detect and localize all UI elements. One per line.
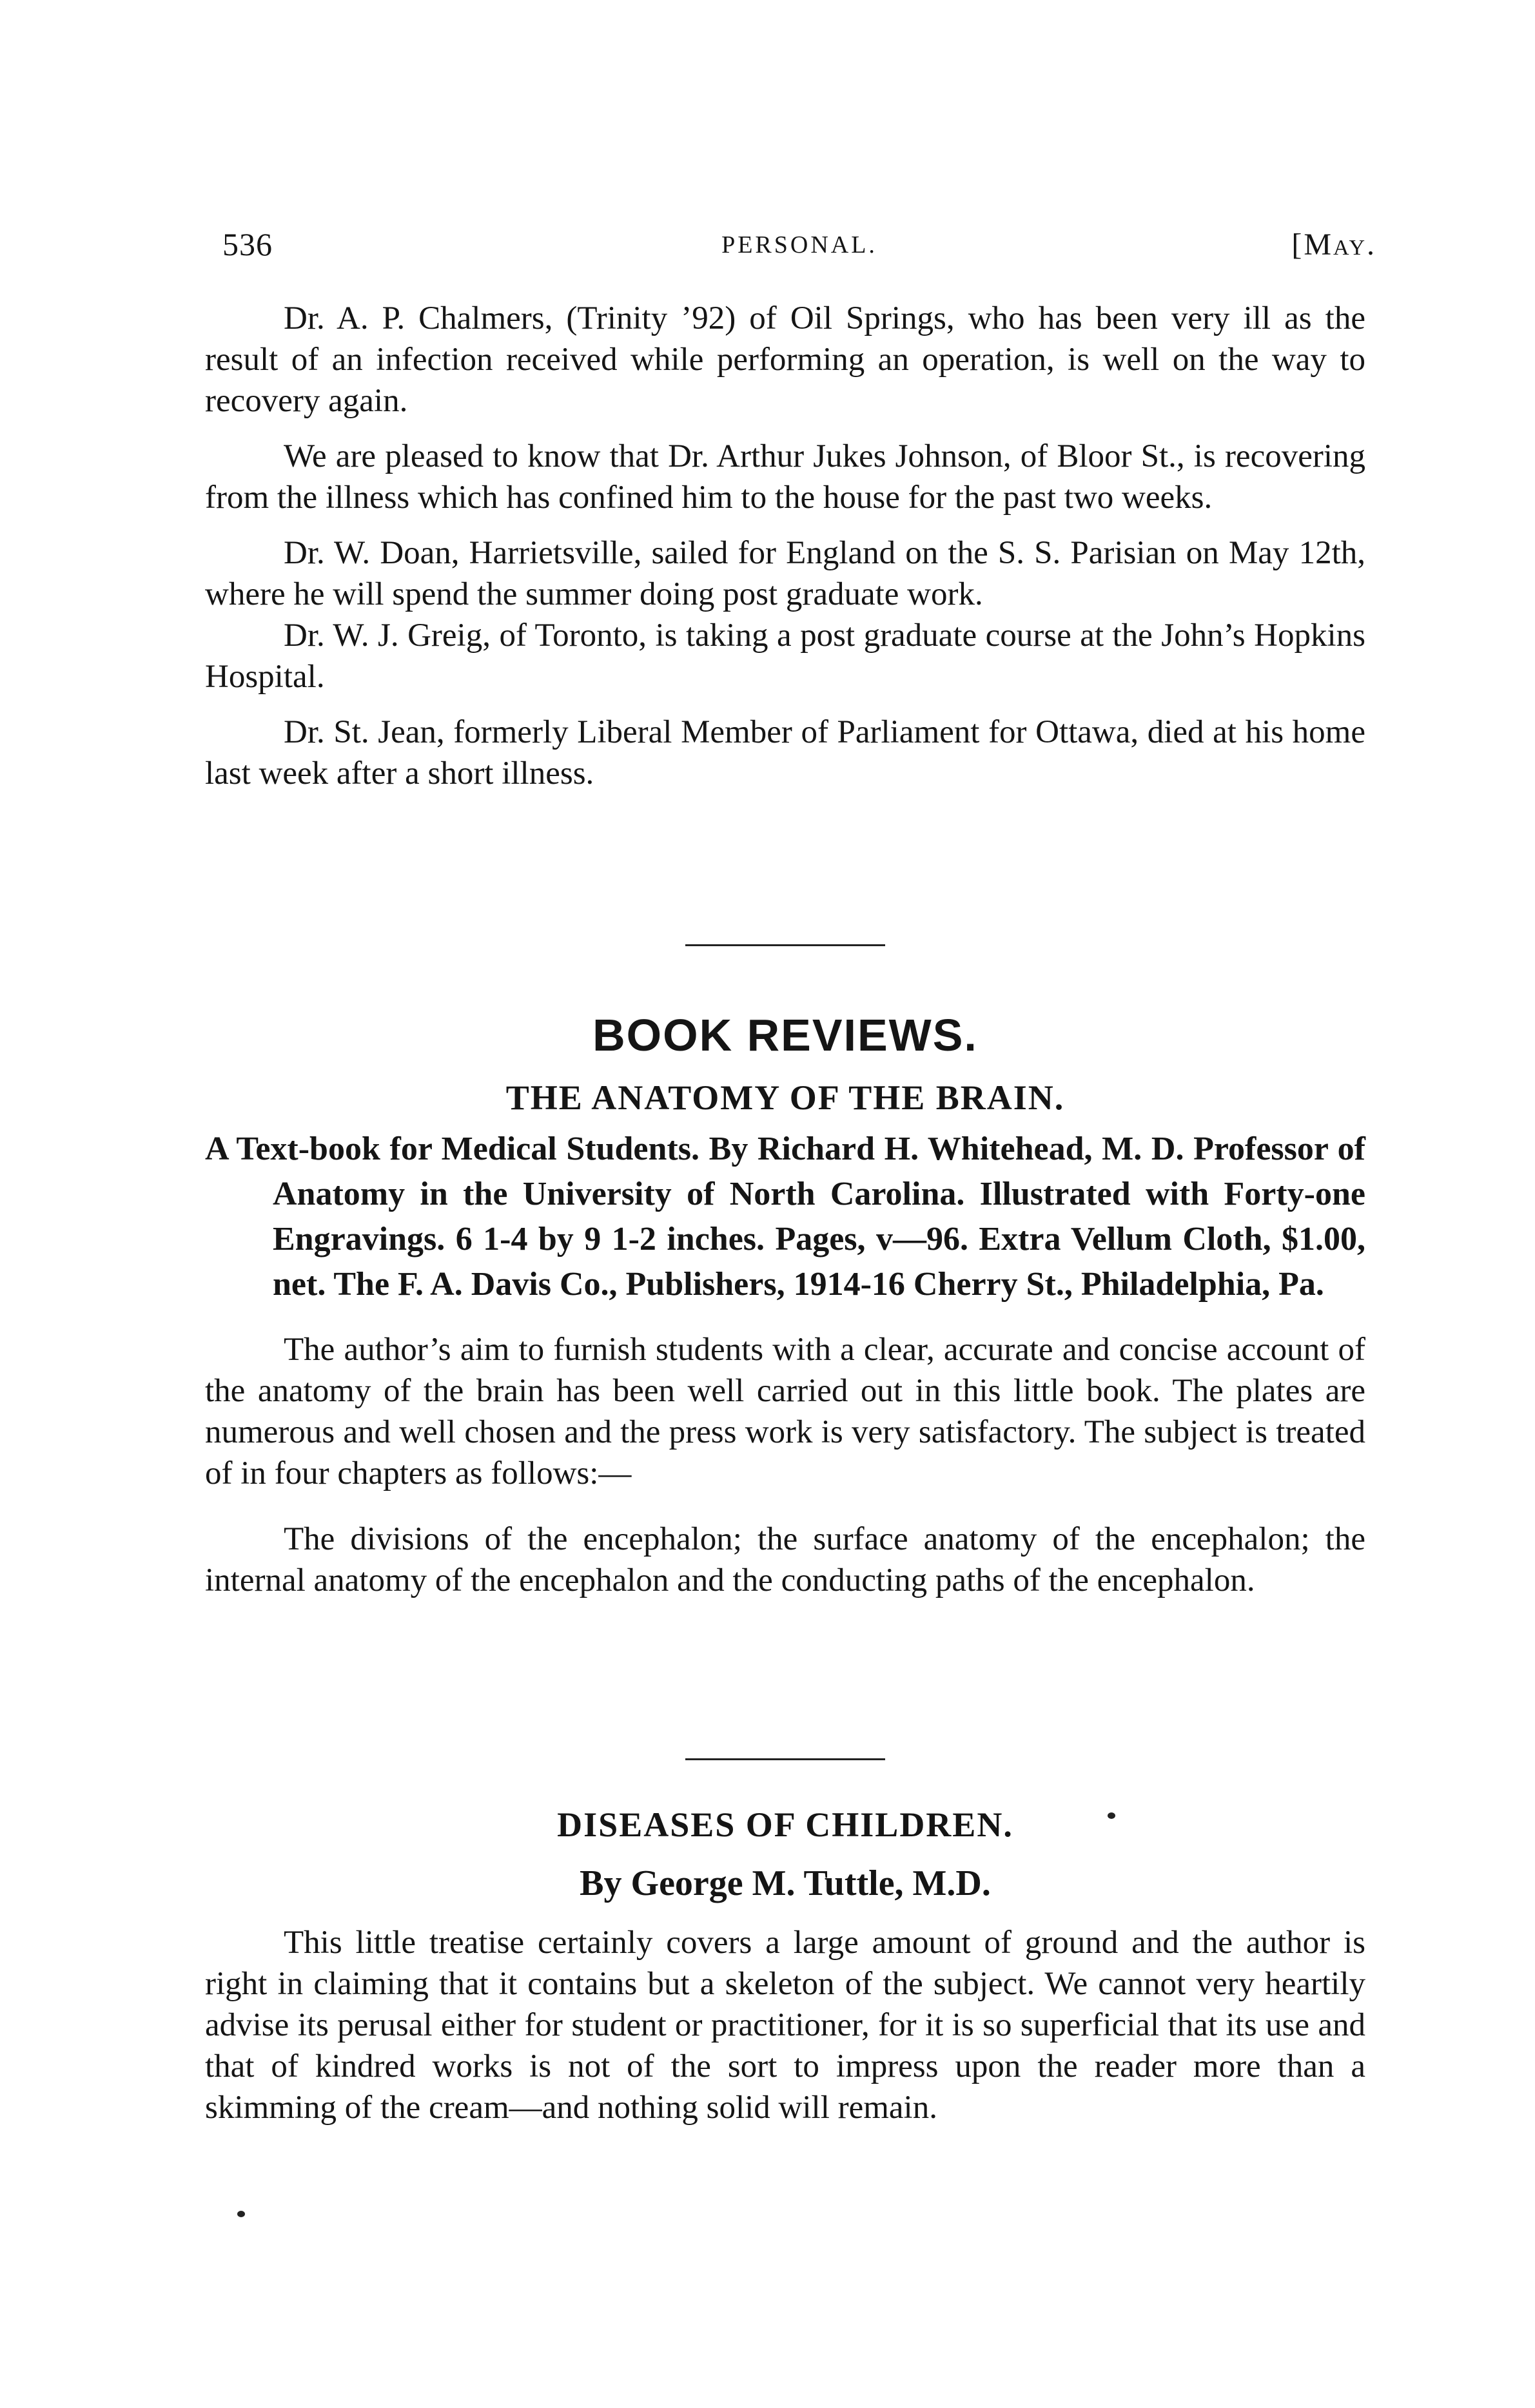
personal-item: We are pleased to know that Dr. Arthur Jukes Johnson, of Bloor St., is recovering from the illness which has confined him to the house for the past two weeks. <box>205 438 1365 516</box>
page-header <box>222 226 1376 277</box>
ink-speck <box>237 2211 245 2217</box>
running-title: PERSONAL. <box>721 231 877 258</box>
review-paragraph: The author’s aim to furnish students with a clear, accurate and concise account of the anatomy of the brain has been well carried out in this little book. The plates are numerous and well chosen and the press work is very satisfactory. The subject is treated of in four chapters as follows:— <box>205 1332 1365 1491</box>
review-paragraph: The divisions of the encephalon; the surface anatomy of the encephalon; the internal anatomy of the encephalon and the conducting paths of the encephalon. <box>205 1521 1365 1598</box>
personal-item: Dr. A. P. Chalmers, (Trinity ’92) of Oil Springs, who has been very ill as the result of an infection received while performing an operation, is well on the way to recovery again. <box>205 300 1365 419</box>
section-divider <box>205 944 1365 946</box>
review-title: DISEASES OF CHILDREN. <box>557 1805 1013 1844</box>
book-reviews-section <box>205 1009 1365 1601</box>
review-paragraph: This little treatise certainly covers a large amount of ground and the author is right in claiming that it contains but a skeleton of the subject. We cannot very heartily advise its perusal either for student or practitioner, for it is so superficial that its use and that of kindred works is not of the sort to impress upon the reader more than a skimming of the cream—and nothing solid will remain. <box>205 1925 1365 2126</box>
personal-item: Dr. St. Jean, formerly Liberal Member of Parliament for Ottawa, died at his home last week after a short illness. <box>205 714 1365 791</box>
page-number: 536 <box>222 226 273 262</box>
review-byline: By George M. Tuttle, M.D. <box>580 1863 991 1903</box>
personal-section <box>205 298 1365 794</box>
section-title: BOOK REVIEWS. <box>592 1010 978 1060</box>
review-title: THE ANATOMY OF THE BRAIN. <box>505 1078 1065 1117</box>
book-citation: A Text-book for Medical Students. By Richard H. Whitehead, M. D. Professor of Anatomy in the University of North Carolina. Illustrated with Forty-one Engravings. 6 1-4 by 9 1-2 inches. Pages, v—96. Extra Vellum Cloth, $1.00, net. The F. A. Davis Co., Publishers, 1914-16 Cherry St., Philadelphia, Pa. <box>205 1131 1365 1303</box>
personal-item: Dr. W. Doan, Harrietsville, sailed for England on the S. S. Parisian on May 12th, where he will spend the summer doing post graduate work. <box>205 535 1365 612</box>
personal-item: Dr. W. J. Greig, of Toronto, is taking a post graduate course at the John’s Hopkins Hospital. <box>205 617 1365 695</box>
ink-speck <box>1108 1812 1115 1819</box>
review-diseases-of-children <box>205 1805 1365 2128</box>
review-divider <box>205 1758 1365 1760</box>
running-month: [May. <box>1291 228 1376 262</box>
